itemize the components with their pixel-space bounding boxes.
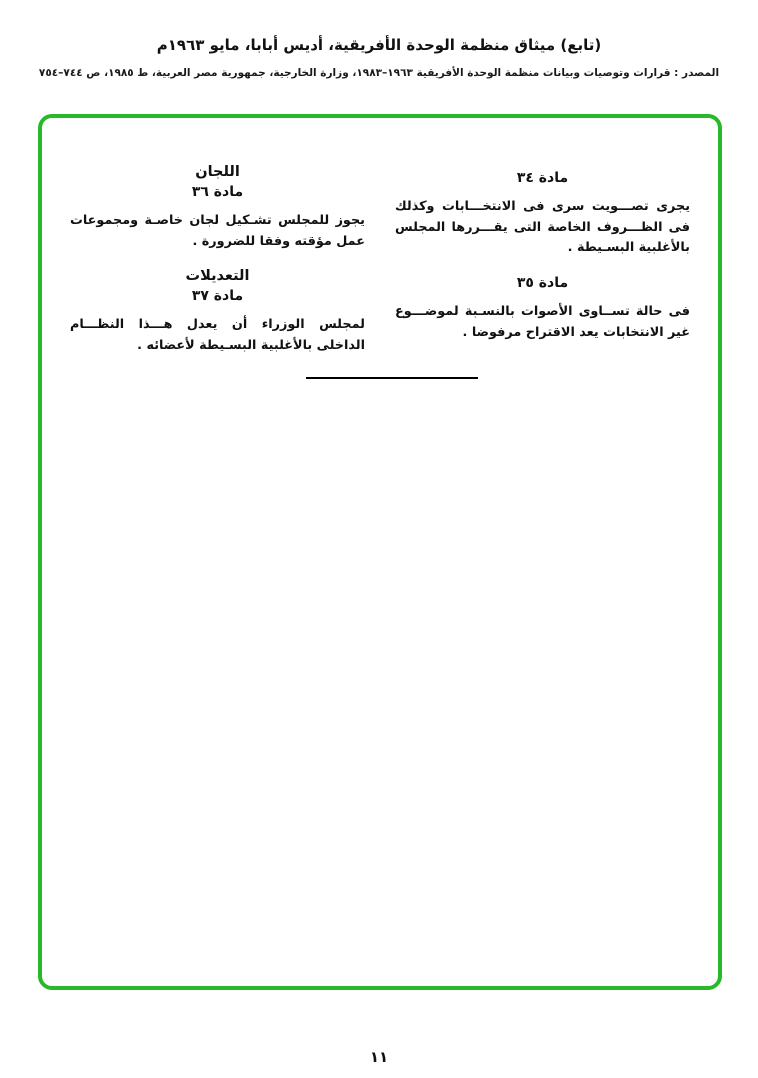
page-number: ١١: [369, 1048, 389, 1066]
section-divider: [306, 377, 478, 379]
article-34-heading: مادة ٣٤: [516, 170, 569, 186]
article-35-heading: مادة ٣٥: [516, 275, 569, 292]
page-footer: [0, 1048, 758, 1066]
article-35-text: فى حالة تســاوى الأصوات بالنسـبة لموضـــوع غير الانتخابات يعد الاقتراح مرفوضا .: [395, 304, 690, 340]
document-title: (تابع) ميثاق منظمة الوحدة الأفريقية، أديس أبابا، مايو ١٩٦٣م: [156, 36, 602, 54]
source-line: المصدر : قرارات وتوصيات وبيانات منظمة الوحدة الأفريقية ١٩٦٣–١٩٨٣، وزارة الخارجية، جمهورية مصر العربية، ط ١٩٨٥، ص ٧٤٤–٧٥٤: [38, 67, 720, 79]
column-left: [70, 164, 365, 373]
two-column-layout: [42, 118, 718, 373]
article-36-heading: مادة ٣٦: [191, 184, 244, 200]
column-right: [395, 164, 690, 373]
article-37-heading: مادة ٣٧: [191, 288, 244, 305]
article-37-text: لمجلس الوزراء أن يعدل هـــذا النظـــام الداخلى بالأغلبية البسـيطة لأعضائه .: [70, 317, 365, 354]
page-header: [0, 0, 758, 79]
amendments-heading: التعديلات: [185, 268, 250, 285]
content-frame: [38, 114, 722, 990]
committees-heading: اللجان: [195, 164, 240, 180]
article-36-text: يجوز للمجلس تشـكيل لجان خاصـة ومجموعات عمل مؤقته وفقا للضرورة .: [70, 213, 365, 249]
article-34-text: يجرى تصـــويت سرى فى الانتخـــابات وكذلك فى الظـــروف الخاصة التى يقـــررها المجلس بالأغلبية البسـيطة .: [395, 199, 690, 256]
